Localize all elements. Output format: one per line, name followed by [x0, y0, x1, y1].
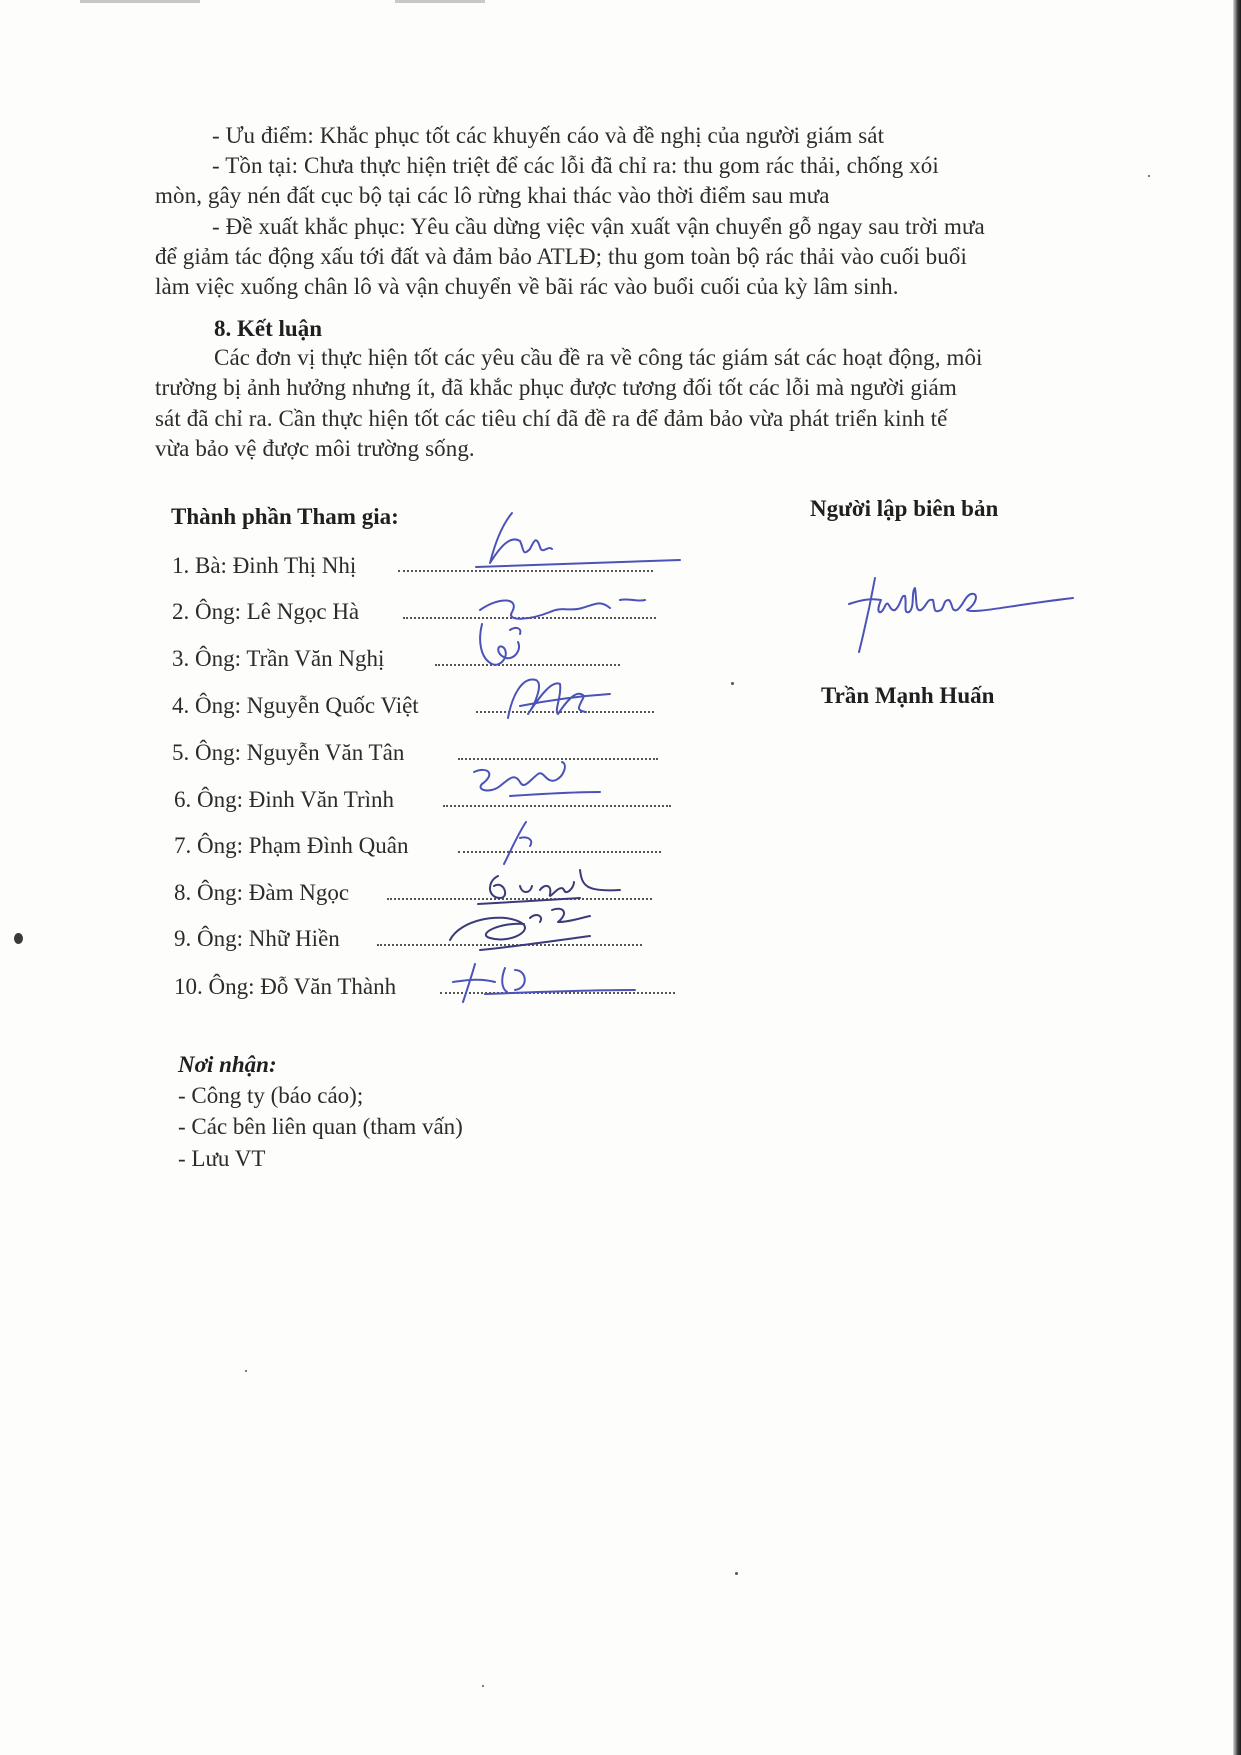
signature-line — [458, 851, 661, 853]
participant-10: 10. Ông: Đỗ Văn Thành — [174, 974, 397, 999]
recipient-item: - Công ty (báo cáo); — [178, 1083, 364, 1108]
recipients-heading: Nơi nhận: — [178, 1052, 277, 1077]
conclusion-line-3: sát đã chỉ ra. Cần thực hiện tốt các tiêu chí đã đề ra để đảm bảo vừa phát triển kinh tế — [155, 406, 948, 431]
participant-4: 4. Ông: Nguyễn Quốc Việt — [172, 693, 419, 718]
recipient-item: - Các bên liên quan (tham vấn) — [178, 1114, 463, 1139]
participant-6-signature — [460, 760, 620, 810]
recipient-item: - Lưu VT — [178, 1146, 266, 1171]
recorder-title: Người lập biên bản — [810, 496, 999, 521]
scan-speck — [482, 1685, 484, 1687]
participants-heading: Thành phần Tham gia: — [171, 504, 399, 529]
scan-speck — [14, 933, 23, 944]
participant-7-signature — [490, 818, 550, 868]
issues-line-1: - Tồn tại: Chưa thực hiện triệt để các lỗi đã chỉ ra: thu gom rác thải, chống xói — [212, 153, 939, 178]
participant-4-signature — [500, 666, 620, 726]
proposal-line-1: - Đề xuất khắc phục: Yêu cầu dừng việc vận xuất vận chuyển gỗ ngay sau trời mưa — [212, 214, 985, 239]
participant-9-signature — [440, 900, 610, 960]
conclusion-line-1: Các đơn vị thực hiện tốt các yêu cầu đề ra về công tác giám sát các hoạt động, môi — [214, 345, 983, 370]
participant-6: 6. Ông: Đinh Văn Trình — [174, 787, 395, 812]
participant-7: 7. Ông: Phạm Đình Quân — [174, 833, 409, 858]
scan-mark — [80, 0, 200, 3]
scan-speck — [735, 1572, 738, 1575]
participant-3: 3. Ông: Trần Văn Nghị — [172, 646, 385, 671]
participant-1: 1. Bà: Đinh Thị Nhị — [172, 553, 357, 578]
scan-mark — [395, 0, 485, 3]
recorder-name: Trần Mạnh Huấn — [821, 683, 995, 708]
scan-speck — [731, 682, 734, 685]
issues-line-2: mòn, gây nén đất cục bộ tại các lô rừng khai thác vào thời điểm sau mưa — [155, 183, 830, 208]
participant-1-signature — [440, 505, 700, 580]
conclusion-line-2: trường bị ảnh hưởng nhưng ít, đã khắc phục được tương đối tốt các lỗi mà người giám — [155, 375, 957, 400]
scan-speck — [245, 1370, 247, 1372]
conclusion-line-4: vừa bảo vệ được môi trường sống. — [155, 436, 475, 461]
scan-edge — [1233, 0, 1241, 1755]
recorder-signature — [845, 570, 1085, 660]
scan-speck — [1148, 175, 1150, 177]
advantages-line: - Ưu điểm: Khắc phục tốt các khuyến cáo và đề nghị của người giám sát — [212, 123, 885, 148]
proposal-line-3: làm việc xuống chân lô và vận chuyển về bãi rác vào buổi cuối của kỳ lâm sinh. — [155, 274, 899, 299]
participant-5: 5. Ông: Nguyễn Văn Tân — [172, 740, 405, 765]
participant-9: 9. Ông: Nhữ Hiền — [174, 926, 340, 951]
participant-2: 2. Ông: Lê Ngọc Hà — [172, 599, 360, 624]
participant-10-signature — [445, 960, 645, 1005]
participant-8: 8. Ông: Đàm Ngọc — [174, 880, 350, 905]
proposal-line-2: để giảm tác động xấu tới đất và đảm bảo ATLĐ; thu gom toàn bộ rác thải vào cuối buổi — [155, 244, 967, 269]
conclusion-heading: 8. Kết luận — [214, 316, 322, 341]
